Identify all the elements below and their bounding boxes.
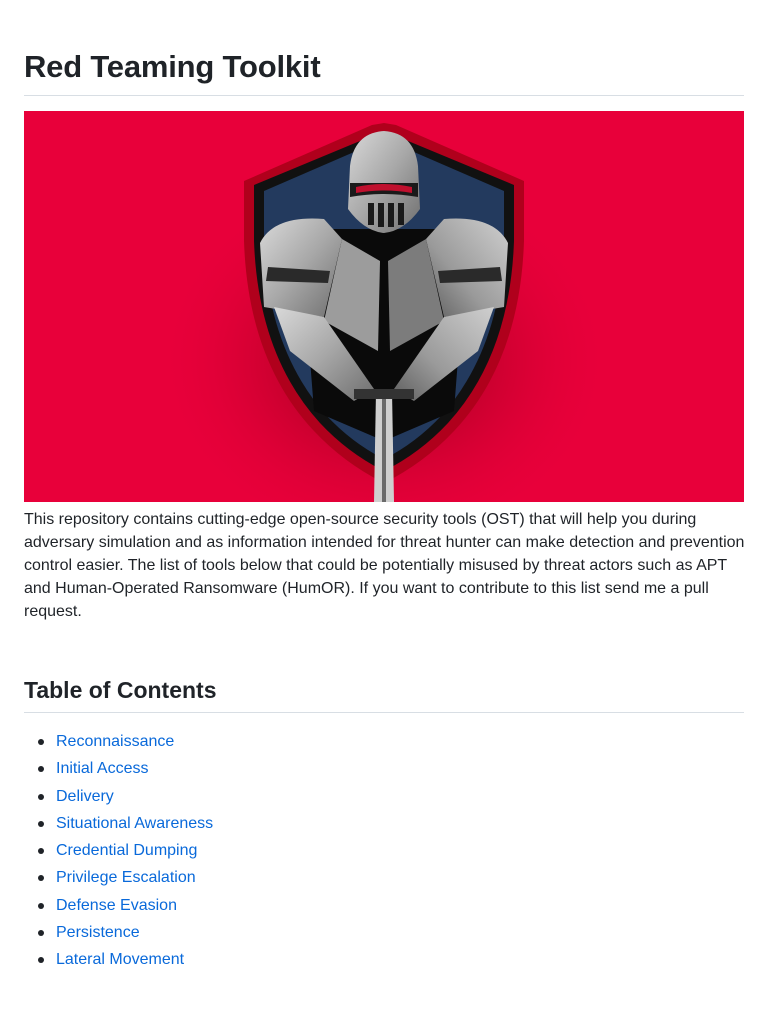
toc-item-reconnaissance [24, 728, 744, 755]
toc-link-persistence[interactable]: Persistence [56, 924, 140, 942]
bullet-icon [38, 739, 44, 745]
page-title: Red Teaming Toolkit [24, 49, 321, 84]
title-divider [24, 95, 744, 96]
toc-item-delivery [24, 783, 744, 810]
toc-link-initial-access[interactable]: Initial Access [56, 760, 149, 778]
toc-link-privilege-escalation[interactable]: Privilege Escalation [56, 869, 196, 887]
toc-item-lateral-movement [24, 946, 744, 973]
banner-image [24, 111, 744, 502]
toc-item-defense-evasion [24, 892, 744, 919]
bullet-icon [38, 957, 44, 963]
toc-link-credential-dumping[interactable]: Credential Dumping [56, 842, 198, 860]
toc-link-lateral-movement[interactable]: Lateral Movement [56, 951, 185, 969]
toc-link-situational-awareness[interactable]: Situational Awareness [56, 814, 214, 832]
toc-link-delivery[interactable]: Delivery [56, 787, 114, 805]
intro-paragraph: This repository contains cutting-edge open-source security tools (OST) that will help you during adversary simulation and as information intended for threat hunter can make detection and prevention control easier. The list of tools below that could be potentially misused by threat actors such as APT and Human-Operated Ransomware (HumOR). If you want to contribute to this list send me a pull request. [24, 511, 745, 620]
toc-item-credential-dumping [24, 837, 744, 864]
bullet-icon [38, 766, 44, 772]
bullet-icon [38, 848, 44, 854]
toc-link-defense-evasion[interactable]: Defense Evasion [56, 896, 177, 914]
toc-list [24, 728, 744, 974]
toc-heading: Table of Contents [24, 677, 217, 703]
bullet-icon [38, 903, 44, 909]
bullet-icon [38, 930, 44, 936]
toc-item-situational-awareness [24, 810, 744, 837]
toc-item-initial-access [24, 755, 744, 782]
bullet-icon [38, 875, 44, 881]
toc-divider [24, 712, 744, 713]
bullet-icon [38, 821, 44, 827]
toc-link-reconnaissance[interactable]: Reconnaissance [56, 733, 175, 750]
toc-item-persistence [24, 919, 744, 946]
bullet-icon [38, 794, 44, 800]
toc-item-privilege-escalation [24, 864, 744, 891]
